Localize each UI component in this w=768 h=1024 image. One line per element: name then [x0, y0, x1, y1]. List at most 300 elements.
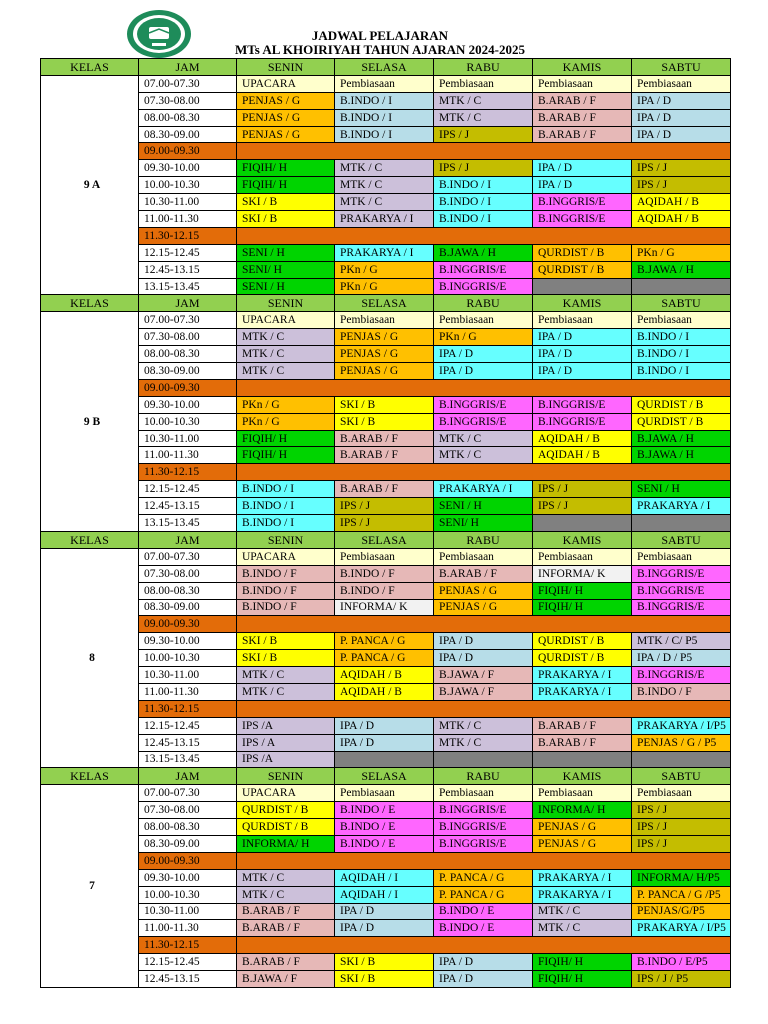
subject-cell: B.JAWA / F — [434, 683, 533, 700]
subject-cell: B.INDO / E/P5 — [632, 954, 731, 971]
subject-cell: B.ARAB / F — [434, 565, 533, 582]
subject-cell: B.ARAB / F — [533, 126, 632, 143]
subject-cell: B.INGGRIS/E — [632, 599, 731, 616]
subject-cell: AQIDAH / I — [335, 886, 434, 903]
table-row — [41, 633, 731, 650]
subject-cell: IPA / D — [533, 177, 632, 194]
subject-cell: IPS / J — [632, 177, 731, 194]
time-cell: 07.00-07.30 — [139, 312, 237, 329]
subject-cell: PKn / G — [434, 329, 533, 346]
subject-cell: IPA / D / P5 — [632, 650, 731, 667]
time-cell: 12.45-13.15 — [139, 261, 237, 278]
break-row — [41, 700, 731, 717]
subject-cell: B.INGGRIS/E — [434, 819, 533, 836]
table-row — [41, 734, 731, 751]
subject-cell: INFORMA/ H/P5 — [632, 869, 731, 886]
table-row — [41, 971, 731, 988]
school-emblem-icon — [126, 9, 192, 59]
column-header: KAMIS — [533, 295, 632, 312]
subject-cell: B.INDO / E — [335, 802, 434, 819]
column-header: RABU — [434, 768, 533, 785]
subject-cell — [632, 278, 731, 295]
table-row — [41, 312, 731, 329]
subject-cell: Pembiasaan — [632, 312, 731, 329]
column-header: KAMIS — [533, 768, 632, 785]
subject-cell: PRAKARYA / I — [533, 869, 632, 886]
time-cell: 10.00-10.30 — [139, 886, 237, 903]
subject-cell: IPS / J — [632, 819, 731, 836]
subject-cell: SKI / B — [335, 413, 434, 430]
table-row — [41, 346, 731, 363]
time-cell: 09.30-10.00 — [139, 869, 237, 886]
time-cell: 08.00-08.30 — [139, 346, 237, 363]
subject-cell: B.INGGRIS/E — [434, 278, 533, 295]
table-row — [41, 75, 731, 92]
table-row — [41, 396, 731, 413]
subject-cell: FIQIH/ H — [533, 599, 632, 616]
break-row — [41, 143, 731, 160]
subject-cell: B.INDO / I — [434, 194, 533, 211]
subject-cell: B.INDO / I — [335, 92, 434, 109]
subject-cell: B.INDO / I — [237, 515, 335, 532]
subject-cell: B.INDO / I — [237, 481, 335, 498]
time-cell: 07.00-07.30 — [139, 548, 237, 565]
column-header: RABU — [434, 295, 533, 312]
column-header: SENIN — [237, 531, 335, 548]
subject-cell: B.INDO / I — [237, 498, 335, 515]
subject-cell: B.ARAB / F — [335, 430, 434, 447]
subject-cell: B.INGGRIS/E — [533, 413, 632, 430]
column-header: SABTU — [632, 768, 731, 785]
subject-cell: MTK / C — [237, 886, 335, 903]
subject-cell: IPA / D — [533, 329, 632, 346]
subject-cell: B.ARAB / F — [533, 92, 632, 109]
column-header: SELASA — [335, 531, 434, 548]
table-row — [41, 869, 731, 886]
subject-cell: B.INGGRIS/E — [434, 396, 533, 413]
break-time: 11.30-12.15 — [139, 700, 237, 717]
kelas-label: 8 — [41, 548, 139, 768]
time-cell: 08.00-08.30 — [139, 819, 237, 836]
subject-cell: QURDIST / B — [533, 244, 632, 261]
time-cell: 10.00-10.30 — [139, 650, 237, 667]
table-row — [41, 835, 731, 852]
subject-cell: B.JAWA / H — [632, 447, 731, 464]
subject-cell: IPS / J — [335, 515, 434, 532]
subject-cell: MTK / C — [434, 734, 533, 751]
subject-cell: B.JAWA / F — [237, 971, 335, 988]
table-row — [41, 886, 731, 903]
subject-cell: PENJAS / G — [335, 346, 434, 363]
table-row — [41, 954, 731, 971]
subject-cell: IPA / D — [533, 346, 632, 363]
time-cell: 08.30-09.00 — [139, 126, 237, 143]
kelas-label: 9 B — [41, 312, 139, 532]
subject-cell — [632, 515, 731, 532]
subject-cell: IPS / J / P5 — [632, 971, 731, 988]
subject-cell: INFORMA/ H — [237, 835, 335, 852]
time-cell: 12.45-13.15 — [139, 734, 237, 751]
subject-cell: PENJAS / G — [434, 599, 533, 616]
time-cell: 07.00-07.30 — [139, 785, 237, 802]
header-row — [41, 295, 731, 312]
subject-cell: Pembiasaan — [632, 75, 731, 92]
subject-cell: P. PANCA / G /P5 — [632, 886, 731, 903]
subject-cell: PRAKARYA / I — [632, 498, 731, 515]
table-row — [41, 160, 731, 177]
subject-cell: PENJAS / G — [434, 582, 533, 599]
subject-cell: SKI / B — [237, 194, 335, 211]
subject-cell: SENI / H — [237, 278, 335, 295]
time-cell: 12.45-13.15 — [139, 498, 237, 515]
subject-cell: PRAKARYA / I — [434, 481, 533, 498]
subject-cell: B.INDO / I — [335, 126, 434, 143]
break-fill — [237, 379, 731, 396]
column-header: KELAS — [41, 768, 139, 785]
subject-cell: FIQIH/ H — [237, 160, 335, 177]
subject-cell: UPACARA — [237, 548, 335, 565]
subject-cell: QURDIST / B — [533, 261, 632, 278]
break-time: 11.30-12.15 — [139, 464, 237, 481]
break-fill — [237, 700, 731, 717]
table-row — [41, 211, 731, 228]
time-cell: 11.00-11.30 — [139, 447, 237, 464]
subject-cell: IPA / D — [335, 920, 434, 937]
subject-cell: PENJAS / G — [237, 126, 335, 143]
subject-cell: Pembiasaan — [434, 548, 533, 565]
subject-cell: PRAKARYA / I — [335, 211, 434, 228]
subject-cell: FIQIH/ H — [237, 430, 335, 447]
subject-cell: PENJAS / G — [335, 363, 434, 380]
subject-cell: PENJAS / G — [237, 109, 335, 126]
column-header: SENIN — [237, 295, 335, 312]
subject-cell: FIQIH/ H — [237, 177, 335, 194]
kelas-label: 7 — [41, 785, 139, 988]
column-header: KELAS — [41, 531, 139, 548]
column-header: SELASA — [335, 59, 434, 76]
table-row — [41, 683, 731, 700]
table-row — [41, 92, 731, 109]
table-row — [41, 565, 731, 582]
subject-cell: SENI / H — [632, 481, 731, 498]
column-header: SENIN — [237, 768, 335, 785]
table-row — [41, 194, 731, 211]
column-header: JAM — [139, 295, 237, 312]
time-cell: 09.30-10.00 — [139, 160, 237, 177]
subject-cell: B.INGGRIS/E — [632, 667, 731, 684]
subject-cell: MTK / C — [533, 920, 632, 937]
subject-cell: UPACARA — [237, 312, 335, 329]
subject-cell: AQIDAH / B — [533, 447, 632, 464]
subject-cell: B.INGGRIS/E — [533, 194, 632, 211]
subject-cell: B.ARAB / F — [335, 447, 434, 464]
subject-cell: SENI/ H — [237, 261, 335, 278]
subject-cell: IPS / J — [632, 835, 731, 852]
subject-cell: MTK / C — [434, 447, 533, 464]
subject-cell: AQIDAH / I — [335, 869, 434, 886]
subject-cell — [434, 751, 533, 768]
subject-cell: PRAKARYA / I — [533, 667, 632, 684]
time-cell: 10.30-11.00 — [139, 667, 237, 684]
subject-cell: IPA / D — [434, 650, 533, 667]
subject-cell: B.INGGRIS/E — [434, 413, 533, 430]
break-row — [41, 852, 731, 869]
subject-cell: PRAKARYA / I — [335, 244, 434, 261]
subject-cell: B.ARAB / F — [237, 920, 335, 937]
subject-cell: MTK / C — [237, 667, 335, 684]
break-time: 09.00-09.30 — [139, 852, 237, 869]
subject-cell: MTK / C — [335, 177, 434, 194]
break-fill — [237, 937, 731, 954]
subject-cell: MTK / C — [434, 109, 533, 126]
table-row — [41, 413, 731, 430]
table-row — [41, 582, 731, 599]
subject-cell: IPS / J — [434, 160, 533, 177]
subject-cell: B.ARAB / F — [335, 481, 434, 498]
subject-cell: UPACARA — [237, 785, 335, 802]
subject-cell: MTK / C — [335, 194, 434, 211]
subject-cell: IPA / D — [434, 363, 533, 380]
subject-cell: Pembiasaan — [533, 785, 632, 802]
subject-cell: Pembiasaan — [533, 75, 632, 92]
table-row — [41, 515, 731, 532]
subject-cell: Pembiasaan — [533, 548, 632, 565]
subject-cell: SENI / H — [237, 244, 335, 261]
subject-cell: B.INDO / F — [237, 565, 335, 582]
table-row — [41, 785, 731, 802]
table-row — [41, 481, 731, 498]
column-header: SELASA — [335, 768, 434, 785]
subject-cell: IPS /A — [237, 751, 335, 768]
subject-cell: IPA / D — [434, 346, 533, 363]
break-time: 11.30-12.15 — [139, 937, 237, 954]
subject-cell: B.ARAB / F — [533, 734, 632, 751]
subject-cell: MTK / C — [237, 329, 335, 346]
subject-cell: IPA / D — [533, 160, 632, 177]
subject-cell: B.INGGRIS/E — [533, 396, 632, 413]
subject-cell: B.JAWA / H — [632, 430, 731, 447]
column-header: SABTU — [632, 295, 731, 312]
subject-cell: INFORMA/ K — [335, 599, 434, 616]
column-header: JAM — [139, 531, 237, 548]
subject-cell: MTK / C — [237, 346, 335, 363]
subject-cell: B.ARAB / F — [237, 954, 335, 971]
subject-cell: AQIDAH / B — [632, 211, 731, 228]
break-row — [41, 227, 731, 244]
subject-cell: SKI / B — [335, 954, 434, 971]
subject-cell: Pembiasaan — [632, 785, 731, 802]
subject-cell: IPS / J — [632, 160, 731, 177]
table-row — [41, 548, 731, 565]
subject-cell — [632, 751, 731, 768]
subject-cell: B.INDO / F — [237, 582, 335, 599]
column-header: KELAS — [41, 59, 139, 76]
time-cell: 11.00-11.30 — [139, 683, 237, 700]
time-cell: 12.15-12.45 — [139, 481, 237, 498]
column-header: SABTU — [632, 59, 731, 76]
time-cell: 13.15-13.45 — [139, 515, 237, 532]
time-cell: 12.15-12.45 — [139, 954, 237, 971]
table-row — [41, 599, 731, 616]
table-row — [41, 430, 731, 447]
subject-cell: Pembiasaan — [533, 312, 632, 329]
column-header: RABU — [434, 531, 533, 548]
table-row — [41, 717, 731, 734]
subject-cell: PRAKARYA / I/P5 — [632, 717, 731, 734]
subject-cell: IPA / D — [632, 92, 731, 109]
subject-cell: SKI / B — [237, 633, 335, 650]
table-row — [41, 261, 731, 278]
subject-cell: AQIDAH / B — [335, 667, 434, 684]
subject-cell: B.INDO / E — [434, 920, 533, 937]
break-time: 09.00-09.30 — [139, 616, 237, 633]
subject-cell: FIQIH/ H — [533, 971, 632, 988]
table-row — [41, 363, 731, 380]
break-time: 11.30-12.15 — [139, 227, 237, 244]
column-header: SENIN — [237, 59, 335, 76]
subject-cell: B.INGGRIS/E — [434, 261, 533, 278]
subject-cell: PKn / G — [335, 261, 434, 278]
table-row — [41, 177, 731, 194]
subject-cell: B.INDO / I — [632, 346, 731, 363]
time-cell: 12.45-13.15 — [139, 971, 237, 988]
time-cell: 13.15-13.45 — [139, 751, 237, 768]
subject-cell: B.INDO / E — [335, 819, 434, 836]
schedule-table — [40, 58, 731, 988]
subject-cell: IPS / J — [632, 802, 731, 819]
time-cell: 10.00-10.30 — [139, 413, 237, 430]
time-cell: 07.30-08.00 — [139, 329, 237, 346]
subject-cell: B.INDO / F — [335, 582, 434, 599]
table-row — [41, 447, 731, 464]
subject-cell: AQIDAH / B — [335, 683, 434, 700]
table-row — [41, 244, 731, 261]
subject-cell: P. PANCA / G — [434, 869, 533, 886]
break-row — [41, 464, 731, 481]
time-cell: 11.00-11.30 — [139, 920, 237, 937]
subject-cell: IPS / A — [237, 734, 335, 751]
subject-cell: Pembiasaan — [434, 312, 533, 329]
time-cell: 09.30-10.00 — [139, 396, 237, 413]
subject-cell: B.JAWA / H — [632, 261, 731, 278]
subject-cell: IPS / J — [434, 126, 533, 143]
subject-cell: SKI / B — [335, 971, 434, 988]
subject-cell: MTK / C — [237, 869, 335, 886]
subject-cell: IPS /A — [237, 717, 335, 734]
subject-cell: IPA / D — [632, 126, 731, 143]
subject-cell: IPS / J — [533, 498, 632, 515]
time-cell: 08.30-09.00 — [139, 363, 237, 380]
subject-cell: B.ARAB / F — [533, 109, 632, 126]
column-header: KAMIS — [533, 531, 632, 548]
subject-cell: PENJAS / G / P5 — [632, 734, 731, 751]
subject-cell: PENJAS / G — [237, 92, 335, 109]
subject-cell: B.INDO / I — [632, 363, 731, 380]
table-row — [41, 329, 731, 346]
page-title: JADWAL PELAJARAN — [311, 28, 449, 43]
subject-cell: B.INDO / I — [434, 211, 533, 228]
subject-cell: FIQIH/ H — [533, 582, 632, 599]
time-cell: 10.30-11.00 — [139, 194, 237, 211]
time-cell: 08.00-08.30 — [139, 582, 237, 599]
subject-cell: B.JAWA / F — [434, 667, 533, 684]
column-header: JAM — [139, 59, 237, 76]
column-header: KAMIS — [533, 59, 632, 76]
subject-cell: AQIDAH / B — [632, 194, 731, 211]
table-row — [41, 819, 731, 836]
subject-cell: Pembiasaan — [335, 312, 434, 329]
time-cell: 08.30-09.00 — [139, 835, 237, 852]
subject-cell: QURDIST / B — [632, 396, 731, 413]
subject-cell: MTK / C — [237, 363, 335, 380]
time-cell: 11.00-11.30 — [139, 211, 237, 228]
time-cell: 07.30-08.00 — [139, 802, 237, 819]
subject-cell: PRAKARYA / I/P5 — [632, 920, 731, 937]
subject-cell: P. PANCA / G — [434, 886, 533, 903]
subject-cell: PRAKARYA / I — [533, 886, 632, 903]
subject-cell: B.INDO / I — [434, 177, 533, 194]
subject-cell: B.INGGRIS/E — [434, 835, 533, 852]
break-fill — [237, 143, 731, 160]
header-row — [41, 59, 731, 76]
subject-cell: MTK / C — [434, 92, 533, 109]
table-row — [41, 920, 731, 937]
table-row — [41, 751, 731, 768]
subject-cell: PRAKARYA / I — [533, 683, 632, 700]
time-cell: 07.00-07.30 — [139, 75, 237, 92]
subject-cell: SKI / B — [335, 396, 434, 413]
break-fill — [237, 616, 731, 633]
subject-cell: B.INDO / E — [434, 903, 533, 920]
subject-cell: Pembiasaan — [335, 75, 434, 92]
subject-cell: PKn / G — [632, 244, 731, 261]
subject-cell: PENJAS / G — [335, 329, 434, 346]
subject-cell: PKn / G — [335, 278, 434, 295]
table-row — [41, 650, 731, 667]
subject-cell: B.INDO / I — [335, 109, 434, 126]
kelas-label: 9 A — [41, 75, 139, 295]
break-time: 09.00-09.30 — [139, 379, 237, 396]
subject-cell: QURDIST / B — [533, 650, 632, 667]
time-cell: 10.00-10.30 — [139, 177, 237, 194]
subject-cell: MTK / C — [434, 430, 533, 447]
subject-cell: Pembiasaan — [434, 75, 533, 92]
time-cell: 10.30-11.00 — [139, 903, 237, 920]
subject-cell: B.INGGRIS/E — [533, 211, 632, 228]
page-subtitle: MTs AL KHOIRIYAH TAHUN AJARAN 2024-2025 — [234, 42, 526, 57]
subject-cell: Pembiasaan — [632, 548, 731, 565]
subject-cell: MTK / C — [434, 717, 533, 734]
time-cell: 10.30-11.00 — [139, 430, 237, 447]
column-header: RABU — [434, 59, 533, 76]
subject-cell: QURDIST / B — [237, 802, 335, 819]
subject-cell: P. PANCA / G — [335, 633, 434, 650]
break-fill — [237, 227, 731, 244]
subject-cell: Pembiasaan — [434, 785, 533, 802]
time-cell: 09.30-10.00 — [139, 633, 237, 650]
subject-cell: INFORMA/ K — [533, 565, 632, 582]
subject-cell: SENI/ H — [434, 515, 533, 532]
break-fill — [237, 464, 731, 481]
table-row — [41, 903, 731, 920]
subject-cell: B.INDO / F — [335, 565, 434, 582]
subject-cell: IPA / D — [335, 734, 434, 751]
subject-cell: IPS / J — [335, 498, 434, 515]
subject-cell: Pembiasaan — [335, 785, 434, 802]
subject-cell: IPA / D — [434, 633, 533, 650]
subject-cell: UPACARA — [237, 75, 335, 92]
subject-cell: IPA / D — [434, 954, 533, 971]
